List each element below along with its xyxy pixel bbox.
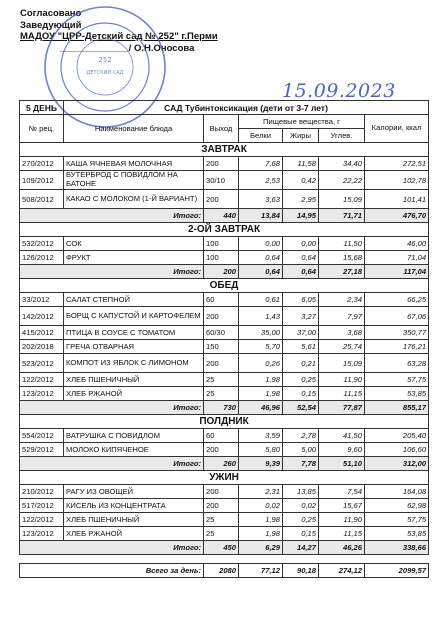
yield-value: 150	[204, 340, 239, 354]
handwritten-date: 15.09.2023	[282, 80, 396, 102]
carbs-value: 15,68	[319, 251, 365, 265]
recipe-number: 33/2012	[20, 293, 64, 307]
yield-value: 200	[204, 307, 239, 326]
yield-value: 25	[204, 373, 239, 387]
table-row	[20, 429, 429, 443]
approval-line-3: МАДОУ "ЦРР-Детский сад № 252" г.Перми	[20, 31, 218, 42]
section-title: УЖИН	[20, 471, 429, 485]
recipe-number: 202/2018	[20, 340, 64, 354]
dish-name: БУТЕРБРОД С ПОВИДЛОМ НА БАТОНЕ	[64, 171, 204, 190]
protein-value: 1,98	[239, 387, 283, 401]
col-carbs: Углев.	[319, 129, 365, 143]
dish-name: ПТИЦА В СОУСЕ С ТОМАТОМ	[64, 326, 204, 340]
fat-value: 0,00	[283, 237, 319, 251]
yield-value: 60	[204, 429, 239, 443]
dish-name: БОРЩ С КАПУСТОЙ И КАРТОФЕЛЕМ	[64, 307, 204, 326]
recipe-number: 554/2012	[20, 429, 64, 443]
total-kcal: 312,00	[365, 457, 429, 471]
protein-value: 3,63	[239, 190, 283, 209]
recipe-number: 109/2012	[20, 171, 64, 190]
yield-value: 200	[204, 485, 239, 499]
svg-text:252: 252	[98, 56, 112, 64]
total-protein: 0,64	[239, 265, 283, 279]
total-kcal: 117,04	[365, 265, 429, 279]
fat-value: 0,64	[283, 251, 319, 265]
total-carbs: 71,71	[319, 209, 365, 223]
total-row	[20, 401, 429, 415]
section-header	[20, 223, 429, 237]
carbs-value: 25,74	[319, 340, 365, 354]
kcal-value: 106,60	[365, 443, 429, 457]
dish-name: КИСЕЛЬ ИЗ КОНЦЕНТРАТА	[64, 499, 204, 513]
total-yield: 450	[204, 541, 239, 555]
recipe-number: 415/2012	[20, 326, 64, 340]
kcal-value: 102,78	[365, 171, 429, 190]
dish-name: РАГУ ИЗ ОВОЩЕЙ	[64, 485, 204, 499]
kcal-value: 53,85	[365, 527, 429, 541]
table-row	[20, 513, 429, 527]
recipe-number: 123/2012	[20, 527, 64, 541]
fat-value: 0,15	[283, 527, 319, 541]
dish-name: ХЛЕБ РЖАНОЙ	[64, 387, 204, 401]
protein-value: 0,26	[239, 354, 283, 373]
recipe-number: 532/2012	[20, 237, 64, 251]
kcal-value: 63,28	[365, 354, 429, 373]
table-row	[20, 190, 429, 209]
kcal-value: 101,41	[365, 190, 429, 209]
carbs-value: 11,90	[319, 513, 365, 527]
total-fat: 14,95	[283, 209, 319, 223]
total-carbs: 46,26	[319, 541, 365, 555]
col-kcal: Калории, ккал	[365, 115, 429, 143]
yield-value: 25	[204, 513, 239, 527]
total-protein: 9,39	[239, 457, 283, 471]
yield-value: 60/30	[204, 326, 239, 340]
fat-value: 0,25	[283, 513, 319, 527]
table-row	[20, 485, 429, 499]
total-label: Итого:	[20, 457, 204, 471]
total-label: Итого:	[20, 401, 204, 415]
total-carbs: 51,10	[319, 457, 365, 471]
carbs-value: 3,68	[319, 326, 365, 340]
total-label: Итого:	[20, 541, 204, 555]
fat-value: 0,42	[283, 171, 319, 190]
recipe-number: 270/2012	[20, 157, 64, 171]
recipe-number: 210/2012	[20, 485, 64, 499]
col-protein: Белки	[239, 129, 283, 143]
section-title: 2-ОЙ ЗАВТРАК	[20, 223, 429, 237]
group-label: САД Тубинтоксикация (дети от 3-7 лет)	[64, 101, 429, 115]
dish-name: ГРЕЧА ОТВАРНАЯ	[64, 340, 204, 354]
total-kcal: 338,66	[365, 541, 429, 555]
carbs-value: 15,67	[319, 499, 365, 513]
total-yield: 730	[204, 401, 239, 415]
section-title: ПОЛДНИК	[20, 415, 429, 429]
table-row	[20, 354, 429, 373]
dish-name: ХЛЕБ РЖАНОЙ	[64, 527, 204, 541]
protein-value: 2,53	[239, 171, 283, 190]
protein-value: 5,70	[239, 340, 283, 354]
yield-value: 200	[204, 443, 239, 457]
total-protein: 13,84	[239, 209, 283, 223]
kcal-value: 71,04	[365, 251, 429, 265]
total-row	[20, 457, 429, 471]
table-row	[20, 307, 429, 326]
day-label: 5 ДЕНЬ	[20, 101, 64, 115]
kcal-value: 57,75	[365, 513, 429, 527]
kcal-value: 164,08	[365, 485, 429, 499]
total-kcal: 855,17	[365, 401, 429, 415]
carbs-value: 9,60	[319, 443, 365, 457]
table-row	[20, 373, 429, 387]
approval-line-2: Заведующий	[20, 19, 82, 31]
table-row	[20, 340, 429, 354]
section-header	[20, 143, 429, 157]
protein-value: 35,00	[239, 326, 283, 340]
kcal-value: 205,40	[365, 429, 429, 443]
table-row	[20, 171, 429, 190]
protein-value: 1,98	[239, 527, 283, 541]
carbs-value: 11,15	[319, 387, 365, 401]
approval-line-1: Согласовано	[20, 8, 82, 19]
spacer-cell	[20, 555, 429, 564]
dish-name: ХЛЕБ ПШЕНИЧНЫЙ	[64, 513, 204, 527]
total-fat: 52,54	[283, 401, 319, 415]
total-protein: 46,96	[239, 401, 283, 415]
col-dish: Наименование блюда	[64, 115, 204, 143]
protein-value: 0,64	[239, 251, 283, 265]
fat-value: 37,00	[283, 326, 319, 340]
protein-value: 0,61	[239, 293, 283, 307]
col-yield: Выход	[204, 115, 239, 143]
total-fat: 7,78	[283, 457, 319, 471]
fat-value: 5,61	[283, 340, 319, 354]
total-protein: 6,29	[239, 541, 283, 555]
carbs-value: 22,22	[319, 171, 365, 190]
carbs-value: 2,34	[319, 293, 365, 307]
yield-value: 200	[204, 157, 239, 171]
yield-value: 30/10	[204, 171, 239, 190]
yield-value: 25	[204, 387, 239, 401]
recipe-number: 122/2012	[20, 513, 64, 527]
section-header	[20, 471, 429, 485]
total-carbs: 27,18	[319, 265, 365, 279]
yield-value: 100	[204, 251, 239, 265]
approval-line-4: _____________/ О.Н.Оносова	[60, 42, 195, 54]
col-fat: Жиры	[283, 129, 319, 143]
dish-name: ВАТРУШКА С ПОВИДЛОМ	[64, 429, 204, 443]
total-fat: 14,27	[283, 541, 319, 555]
carbs-value: 15,09	[319, 354, 365, 373]
protein-value: 3,59	[239, 429, 283, 443]
table-row	[20, 443, 429, 457]
recipe-number: 123/2012	[20, 387, 64, 401]
carbs-value: 15,09	[319, 190, 365, 209]
protein-value: 5,80	[239, 443, 283, 457]
day-total-label: Всего за день:	[20, 564, 204, 578]
fat-value: 5,00	[283, 443, 319, 457]
table-row	[20, 527, 429, 541]
table-row	[20, 499, 429, 513]
dish-name: ХЛЕБ ПШЕНИЧНЫЙ	[64, 373, 204, 387]
day-total-protein: 77,12	[239, 564, 283, 578]
kcal-value: 46,00	[365, 237, 429, 251]
protein-value: 1,98	[239, 513, 283, 527]
carbs-value: 7,97	[319, 307, 365, 326]
kcal-value: 67,06	[365, 307, 429, 326]
fat-value: 6,05	[283, 293, 319, 307]
recipe-number: 142/2012	[20, 307, 64, 326]
fat-value: 2,95	[283, 190, 319, 209]
recipe-number: 122/2012	[20, 373, 64, 387]
carbs-value: 7,54	[319, 485, 365, 499]
total-yield: 440	[204, 209, 239, 223]
section-title: ОБЕД	[20, 279, 429, 293]
total-label: Итого:	[20, 265, 204, 279]
fat-value: 13,85	[283, 485, 319, 499]
total-yield: 260	[204, 457, 239, 471]
recipe-number: 508/2012	[20, 190, 64, 209]
col-recipe: № рец.	[20, 115, 64, 143]
recipe-number: 523/2012	[20, 354, 64, 373]
table-row	[20, 293, 429, 307]
dish-name: КОМПОТ ИЗ ЯБЛОК С ЛИМОНОМ	[64, 354, 204, 373]
total-row	[20, 541, 429, 555]
fat-value: 0,02	[283, 499, 319, 513]
yield-value: 60	[204, 293, 239, 307]
day-total-kcal: 2099,57	[365, 564, 429, 578]
fat-value: 0,21	[283, 354, 319, 373]
carbs-value: 41,50	[319, 429, 365, 443]
protein-value: 1,98	[239, 373, 283, 387]
dish-name: ФРУКТ	[64, 251, 204, 265]
total-fat: 0,64	[283, 265, 319, 279]
dish-name: СОК	[64, 237, 204, 251]
dish-name: САЛАТ СТЕПНОЙ	[64, 293, 204, 307]
total-row	[20, 209, 429, 223]
table-row	[20, 237, 429, 251]
yield-value: 200	[204, 499, 239, 513]
table-row	[20, 387, 429, 401]
day-total-yield: 2080	[204, 564, 239, 578]
svg-text:ДЕТСКИЙ САД: ДЕТСКИЙ САД	[86, 70, 124, 76]
section-header	[20, 279, 429, 293]
title-row	[20, 101, 429, 115]
kcal-value: 272,51	[365, 157, 429, 171]
section-title: ЗАВТРАК	[20, 143, 429, 157]
kcal-value: 66,25	[365, 293, 429, 307]
header-row-1	[20, 115, 429, 129]
yield-value: 200	[204, 354, 239, 373]
table-row	[20, 157, 429, 171]
total-kcal: 476,70	[365, 209, 429, 223]
fat-value: 0,15	[283, 387, 319, 401]
carbs-value: 34,40	[319, 157, 365, 171]
dish-name: КАША ЯЧНЕВАЯ МОЛОЧНАЯ	[64, 157, 204, 171]
carbs-value: 11,15	[319, 527, 365, 541]
yield-value: 100	[204, 237, 239, 251]
menu-table	[19, 100, 429, 578]
dish-name: МОЛОКО КИПЯЧЕНОЕ	[64, 443, 204, 457]
table-row	[20, 251, 429, 265]
fat-value: 0,25	[283, 373, 319, 387]
fat-value: 11,58	[283, 157, 319, 171]
carbs-value: 11,90	[319, 373, 365, 387]
kcal-value: 176,21	[365, 340, 429, 354]
fat-value: 2,78	[283, 429, 319, 443]
recipe-number: 517/2012	[20, 499, 64, 513]
protein-value: 0,00	[239, 237, 283, 251]
table-row	[20, 326, 429, 340]
total-label: Итого:	[20, 209, 204, 223]
protein-value: 7,68	[239, 157, 283, 171]
recipe-number: 126/2012	[20, 251, 64, 265]
spacer-row	[20, 555, 429, 564]
kcal-value: 53,85	[365, 387, 429, 401]
total-carbs: 77,87	[319, 401, 365, 415]
recipe-number: 529/2012	[20, 443, 64, 457]
col-nutrients: Пищевые вещества, г	[239, 115, 365, 129]
total-row	[20, 265, 429, 279]
kcal-value: 350,77	[365, 326, 429, 340]
dish-name: КАКАО С МОЛОКОМ (1-Й ВАРИАНТ)	[64, 190, 204, 209]
protein-value: 2,31	[239, 485, 283, 499]
day-total-carbs: 274,12	[319, 564, 365, 578]
carbs-value: 11,50	[319, 237, 365, 251]
yield-value: 200	[204, 190, 239, 209]
section-header	[20, 415, 429, 429]
protein-value: 1,43	[239, 307, 283, 326]
fat-value: 3,27	[283, 307, 319, 326]
total-yield: 200	[204, 265, 239, 279]
protein-value: 0,02	[239, 499, 283, 513]
day-total-row	[20, 564, 429, 578]
kcal-value: 57,75	[365, 373, 429, 387]
yield-value: 25	[204, 527, 239, 541]
kcal-value: 62,98	[365, 499, 429, 513]
day-total-fat: 90,18	[283, 564, 319, 578]
